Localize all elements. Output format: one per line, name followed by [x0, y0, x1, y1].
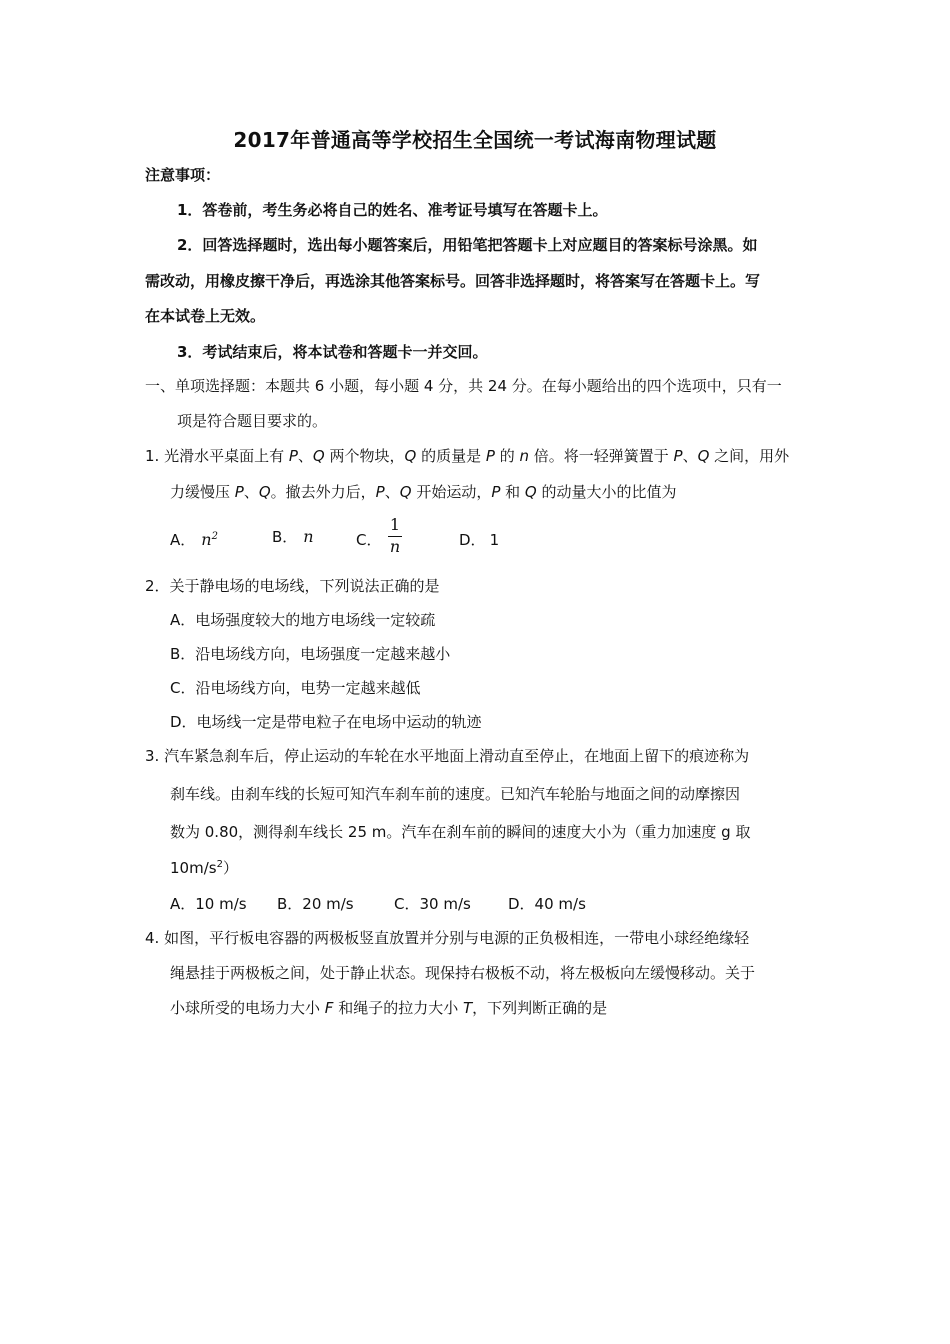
question-3-line-3: 数为 0.80，测得刹车线长 25 m。汽车在刹车前的瞬间的速度大小为（重力加速度 g 取 — [170, 823, 751, 841]
question-3-option-b: B．20 m/s — [277, 895, 354, 913]
question-3-option-d: D．40 m/s — [508, 895, 586, 913]
section-1-heading-line-1: 一、单项选择题：本题共 6 小题，每小题 4 分，共 24 分。在每小题给出的四个选项中，只有一 — [145, 377, 782, 395]
notice-item-2-line-2: 需改动，用橡皮擦干净后，再选涂其他答案标号。回答非选择题时，将答案写在答题卡上。写 — [145, 272, 761, 290]
question-1-option-d: D． 1 — [459, 531, 500, 549]
question-2-option-a: A．电场强度较大的地方电场线一定较疏 — [170, 611, 436, 629]
notice-item-1: 1．答卷前，考生务必将自己的姓名、准考证号填写在答题卡上。 — [177, 201, 608, 219]
page-title: 2017年普通高等学校招生全国统一考试海南物理试题 — [233, 128, 717, 152]
notice-heading: 注意事项： — [145, 166, 221, 184]
section-1-heading-line-2: 项是符合题目要求的。 — [177, 412, 328, 430]
question-1-option-c-fraction — [388, 516, 402, 556]
question-1-option-b: B． n — [272, 527, 314, 546]
question-3-option-a: A．10 m/s — [170, 895, 247, 913]
question-1-option-c-label: C． — [356, 531, 382, 549]
question-1-option-a: A． $n^2$ — [170, 530, 218, 549]
question-2-option-c: C．沿电场线方向，电势一定越来越低 — [170, 679, 421, 697]
question-4-line-3: 小球所受的电场力大小 F 和绳子的拉力大小 T，下列判断正确的是 — [170, 999, 608, 1017]
question-3-option-c: C．30 m/s — [394, 895, 471, 913]
question-2-option-d: D．电场线一定是带电粒子在电场中运动的轨迹 — [170, 713, 482, 731]
notice-item-2-line-1: 2．回答选择题时，选出每小题答案后，用铅笔把答题卡上对应题目的答案标号涂黑。如 — [177, 236, 758, 254]
question-3-line-4: $10m/s^2$） — [170, 859, 238, 877]
question-2-option-b: B．沿电场线方向，电场强度一定越来越小 — [170, 645, 451, 663]
fraction-denominator: n — [389, 537, 401, 556]
question-3-line-2: 刹车线。由刹车线的长短可知汽车刹车前的速度。已知汽车轮胎与地面之间的动摩擦因 — [170, 785, 741, 803]
notice-item-3: 3．考试结束后，将本试卷和答题卡一并交回。 — [177, 343, 488, 361]
question-1-line-1: 1. 光滑水平桌面上有 P、Q 两个物块，Q 的质量是 P 的 n 倍。将一轻弹簧置于 P、Q 之间，用外 — [145, 447, 790, 465]
question-1-line-2: 力缓慢压 P、Q。撤去外力后，P、Q 开始运动，P 和 Q 的动量大小的比值为 — [170, 483, 677, 501]
question-3-line-1: 3. 汽车紧急刹车后，停止运动的车轮在水平地面上滑动直至停止，在地面上留下的痕迹称为 — [145, 747, 750, 765]
question-4-line-1: 4. 如图，平行板电容器的两极板竖直放置并分别与电源的正负极相连，一带电小球经绝缘轻 — [145, 929, 750, 947]
notice-item-2-line-3: 在本试卷上无效。 — [145, 307, 266, 325]
question-2-stem: 2．关于静电场的电场线，下列说法正确的是 — [145, 577, 440, 595]
question-4-line-2: 绳悬挂于两极板之间，处于静止状态。现保持右极板不动，将左极板向左缓慢移动。关于 — [170, 964, 756, 982]
fraction-numerator: 1 — [389, 515, 401, 534]
